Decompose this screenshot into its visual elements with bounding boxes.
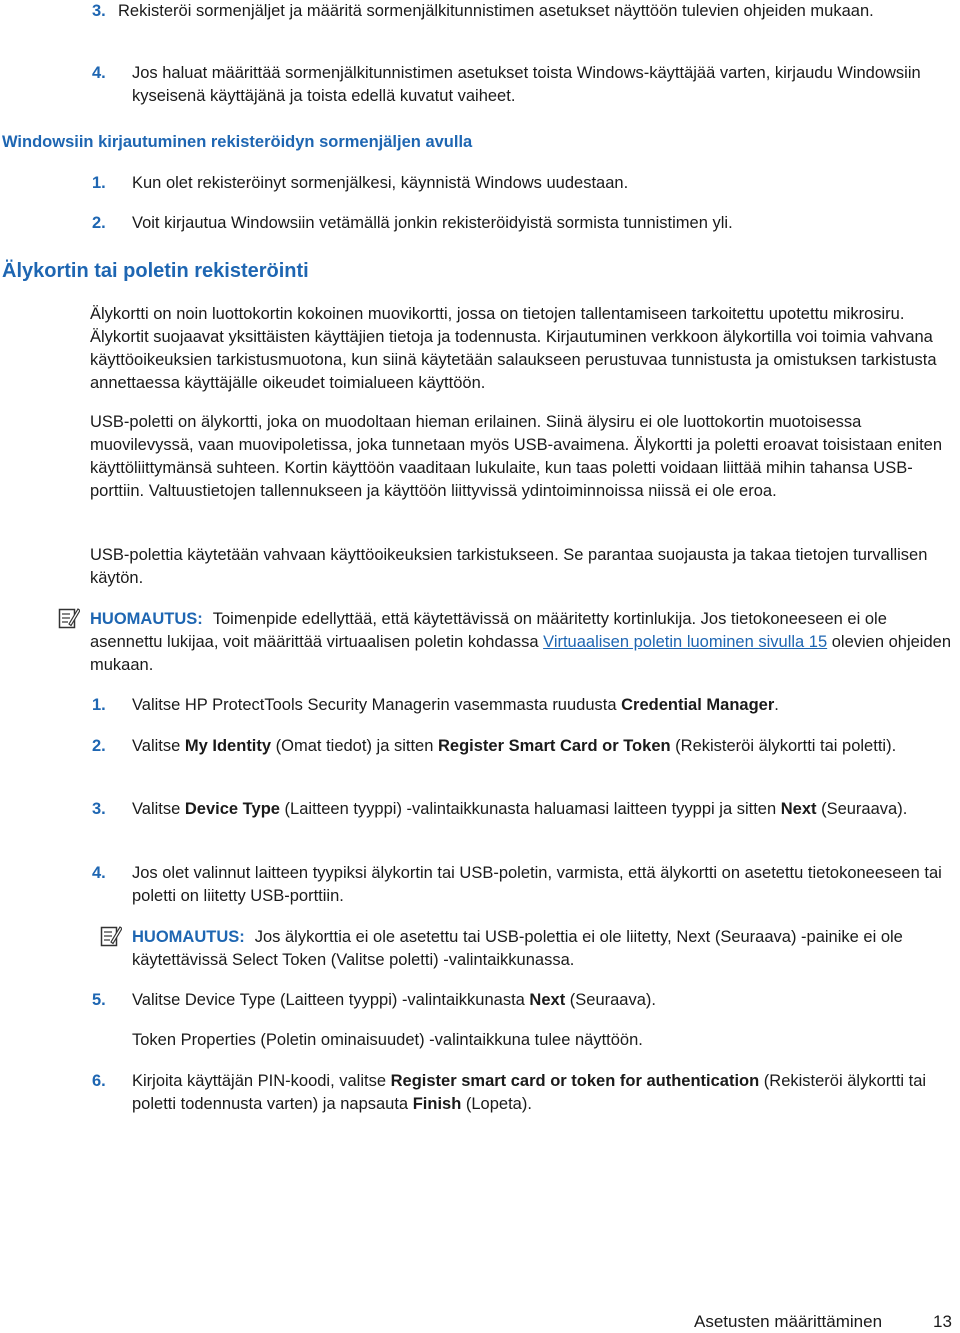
note-label: HUOMAUTUS: [132,928,245,946]
step-text: Voit kirjautua Windowsiin vetämällä jonkin rekisteröidyistä sormista tunnistimen yli. [132,214,733,232]
step-text: Valitse HP ProtectTools Security Managerin vasemmasta ruudusta Credential Manager. [132,696,779,714]
step-subtext: Token Properties (Poletin ominaisuudet) -valintaikkuna tulee näyttöön. [132,1031,643,1049]
step-text: Valitse Device Type (Laitteen tyyppi) -valintaikkunasta Next (Seuraava). [132,991,656,1009]
step-number: 6. [92,1072,106,1090]
step-text: Kun olet rekisteröinyt sormenjälkesi, käynnistä Windows uudestaan. [132,174,629,192]
step-text: Jos haluat määrittää sormenjälkitunnistimen asetukset toista Windows-käyttäjää varten, kirjaudu Windowsiin kyseisenä käyttäjänä ja toista edellä kuvatut vaiheet. [132,64,921,105]
note-label: HUOMAUTUS: [90,610,203,628]
page-link[interactable]: Virtuaalisen poletin luominen sivulla 15 [543,633,828,651]
step-number: 3. [92,2,106,20]
step-number: 2. [92,737,106,755]
note [90,608,956,677]
note-text: Toimenpide edellyttää, että käytettävissä on määritetty kortinlukija. Jos tietokoneeseen ei ole asennettu lukijaa, voit määrittää virtuaalisen poletin kohdassa [90,610,887,651]
paragraph: USB-polettia käytetään vahvaan käyttöoikeuksien tarkistukseen. Se parantaa suojausta ja takaa tietojen turvallisen käytön. [90,546,928,587]
paragraph: Älykortti on noin luottokortin kokoinen muovikortti, jossa on tietojen tallentamiseen tarkoitettu upotettu mikrosiru. Älykortit suojaavat yksittäisten käyttäjien tietoja ja todennusta. Kirjautuminen verkkoon älykortilla voi toimia vahvana käyttöoikeuksien tarkistusmuotona, kun siinä käytetään salaukseen perustuvaa tunnistusta ja omistuksen tarkistusta annettaessa käyttäjälle oikeudet toimialueen käyttöön. [90,305,937,392]
note-text: olevien ohjeiden mukaan. [90,633,952,674]
step-text: Kirjoita käyttäjän PIN-koodi, valitse Register smart card or token for authentication (Rekisteröi älykortti tai poletti todennusta varten) ja napsauta Finish (Lopeta). [132,1072,927,1113]
step-number: 1. [92,696,106,714]
step-text: Jos olet valinnut laitteen tyypiksi älykortin tai USB-poletin, varmista, että älykortti on asetettu tietokoneeseen tai poletti on liitetty USB-porttiin. [132,864,942,905]
step-text: Valitse Device Type (Laitteen tyyppi) -valintaikkunasta haluamasi laitteen tyyppi ja sitten Next (Seuraava). [132,800,908,818]
note-text: Jos älykorttia ei ole asetettu tai USB-polettia ei ole liitetty, Next (Seuraava) -painike ei ole käytettävissä Select Token (Valitse poletti) -valintaikkunassa. [132,928,903,969]
note-icon [58,606,80,630]
footer-title: Asetusten määrittäminen [694,1312,883,1331]
step-number: 1. [92,174,106,192]
paragraph: USB-poletti on älykortti, joka on muodoltaan hieman erilainen. Siinä älysiru ei ole luottokortin muotoisessa muovilevyssä, vaan muovipoletissa, joka tunnetaan myös USB-avaimena. Älykortti ja poletti eroavat toisistaan eniten käyttöliittymänsä suhteen. Kortin käyttöön vaaditaan lukulaite, kun taas poletti voidaan liittää mihin tahansa USB-porttiin. Valtuustietojen tallennukseen ja käyttöön liittyvissä ydintoiminnoissa niissä ei ole eroa. [90,413,943,500]
page-number: 13 [933,1312,952,1331]
step-number: 3. [92,800,106,818]
step-text: Valitse My Identity (Omat tiedot) ja sitten Register Smart Card or Token (Rekisteröi älykortti tai poletti). [132,737,897,755]
step-number: 2. [92,214,106,232]
note [132,926,952,972]
step-number: 4. [92,864,106,882]
subsection-heading: Windowsiin kirjautuminen rekisteröidyn sormenjäljen avulla [2,133,473,151]
step-text: Rekisteröi sormenjäljet ja määritä sormenjälkitunnistimen asetukset näyttöön tulevien ohjeiden mukaan. [118,2,874,20]
section-heading: Älykortin tai poletin rekisteröinti [2,260,309,282]
step-number: 4. [92,64,106,82]
step-number: 5. [92,991,106,1009]
note-icon [100,924,122,948]
